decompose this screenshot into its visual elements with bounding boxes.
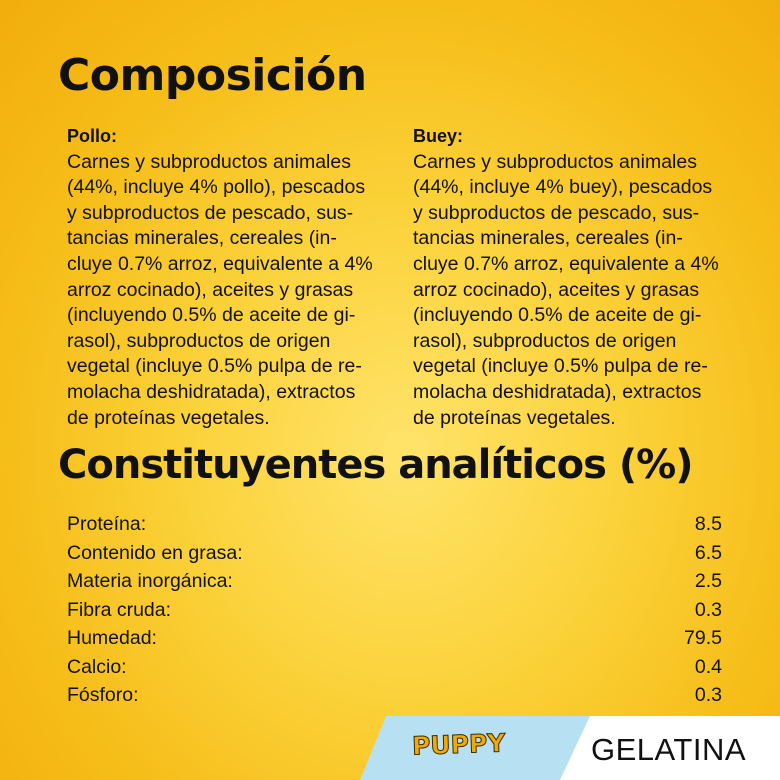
- table-row: [67, 653, 722, 682]
- pollo-composition: [67, 124, 397, 431]
- buey-line: arroz cocinado), aceites y grasas: [413, 278, 700, 301]
- buey-composition: [413, 124, 743, 431]
- buey-line: (44%, incluye 4% buey), pescados: [413, 176, 713, 199]
- buey-line: y subproductos de pescado, sus-: [413, 201, 700, 224]
- table-row: [67, 539, 722, 568]
- buey-line: rasol), subproductos de origen: [413, 329, 677, 352]
- buey-line: (incluyendo 0.5% de aceite de gi-: [413, 304, 702, 327]
- row-label: Humedad:: [67, 627, 157, 649]
- pollo-line: rasol), subproductos de origen: [67, 329, 331, 352]
- table-row: [67, 596, 722, 625]
- pollo-line: tancias minerales, cereales (in-: [67, 227, 337, 250]
- row-value: 2.5: [694, 570, 722, 592]
- table-row: [67, 510, 722, 539]
- row-label: Proteína:: [67, 513, 147, 535]
- buey-line: cluye 0.7% arroz, equivalente a 4%: [413, 252, 719, 275]
- row-label: Calcio:: [67, 655, 127, 678]
- buey-label: Buey:: [413, 126, 464, 146]
- row-value: 8.5: [694, 513, 722, 535]
- row-value: 79.5: [684, 627, 722, 649]
- row-label: Materia inorgánica:: [67, 570, 233, 592]
- buey-line: molacha deshidratada), extractos: [413, 380, 702, 403]
- product-footer: [0, 716, 780, 780]
- table-row: [67, 624, 722, 653]
- pollo-line: cluye 0.7% arroz, equivalente a 4%: [67, 252, 373, 275]
- row-value: 0.3: [694, 598, 722, 621]
- row-value: 0.3: [694, 684, 722, 706]
- pollo-line: arroz cocinado), aceites y grasas: [67, 278, 354, 301]
- pollo-line: (incluyendo 0.5% de aceite de gi-: [67, 304, 356, 327]
- table-row: [67, 567, 722, 596]
- buey-line: de proteínas vegetales.: [413, 406, 616, 429]
- pollo-line: Carnes y subproductos animales: [67, 150, 351, 173]
- pollo-line: (44%, incluye 4% pollo), pescados: [67, 176, 366, 199]
- composicion-heading: Composición: [58, 50, 367, 101]
- row-label: Fibra cruda:: [67, 598, 172, 621]
- constituyentes-heading: Constituyentes analíticos (%): [58, 442, 693, 488]
- pollo-line: y subproductos de pescado, sus-: [67, 201, 354, 224]
- buey-line: Carnes y subproductos animales: [413, 150, 697, 173]
- buey-line: tancias minerales, cereales (in-: [413, 227, 683, 250]
- gelatina-label: GELATINA: [591, 732, 747, 767]
- table-row: [67, 681, 722, 710]
- pollo-label: Pollo:: [67, 126, 117, 146]
- row-value: 0.4: [694, 655, 722, 678]
- pollo-line: de proteínas vegetales.: [67, 406, 270, 429]
- constituyentes-table: [67, 510, 722, 710]
- row-label: Contenido en grasa:: [67, 541, 243, 564]
- pollo-line: vegetal (incluye 0.5% pulpa de re-: [67, 355, 362, 378]
- pollo-line: molacha deshidratada), extractos: [67, 380, 356, 403]
- row-value: 6.5: [694, 541, 722, 564]
- buey-line: vegetal (incluye 0.5% pulpa de re-: [413, 355, 708, 378]
- puppy-badge: PUPPY: [411, 728, 506, 761]
- row-label: Fósforo:: [67, 684, 139, 706]
